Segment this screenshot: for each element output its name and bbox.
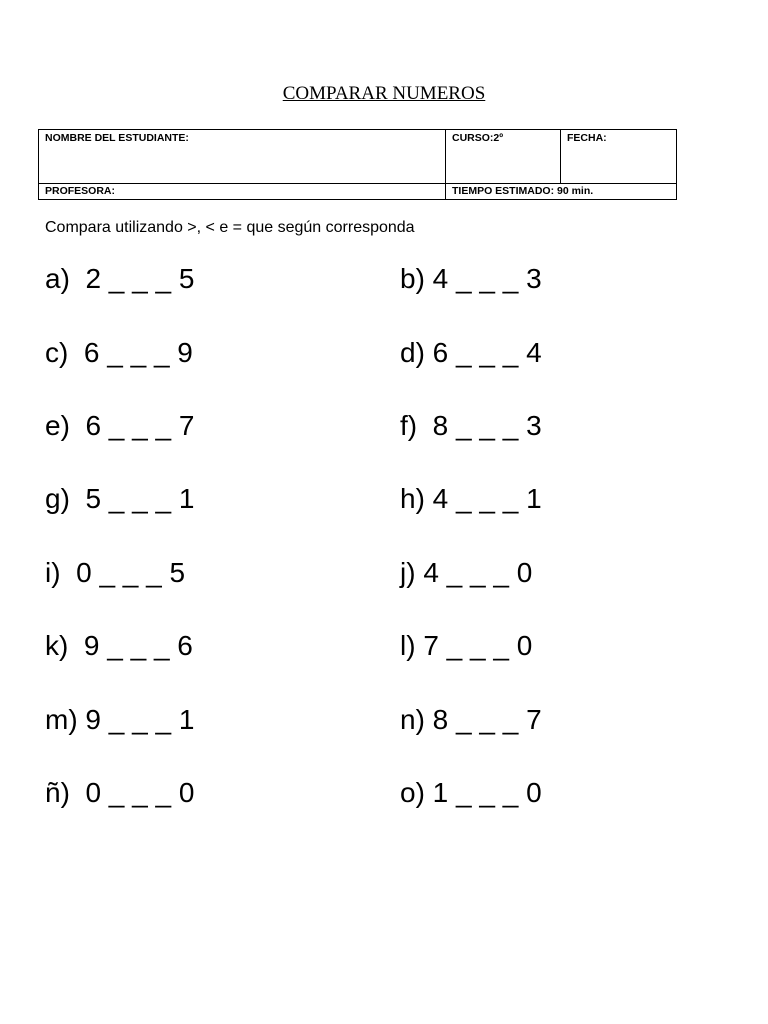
exercise-m: m) 9 _ _ _ 1 <box>45 704 195 735</box>
exercise-b: b) 4 _ _ _ 3 <box>400 263 542 294</box>
student-info-table <box>38 129 677 200</box>
student-name-cell: NOMBRE DEL ESTUDIANTE: <box>39 130 446 184</box>
course-cell: CURSO:2º <box>446 130 561 184</box>
exercise-a: a) 2 _ _ _ 5 <box>45 263 195 294</box>
exercise-enie: ñ) 0 _ _ _ 0 <box>45 777 195 808</box>
exercise-d: d) 6 _ _ _ 4 <box>400 337 542 368</box>
exercise-g: g) 5 _ _ _ 1 <box>45 483 195 514</box>
exercise-i: i) 0 _ _ _ 5 <box>45 557 186 588</box>
exercise-n: n) 8 _ _ _ 7 <box>400 704 542 735</box>
teacher-cell: PROFESORA: <box>39 184 446 200</box>
exercise-h: h) 4 _ _ _ 1 <box>400 483 542 514</box>
estimated-time-cell: TIEMPO ESTIMADO: 90 min. <box>446 184 677 200</box>
exercise-k: k) 9 _ _ _ 6 <box>45 630 193 661</box>
exercise-o: o) 1 _ _ _ 0 <box>400 777 542 808</box>
instructions: Compara utilizando >, < e = que según corresponda <box>45 219 415 236</box>
exercise-l: l) 7 _ _ _ 0 <box>400 630 533 661</box>
exercise-e: e) 6 _ _ _ 7 <box>45 410 195 441</box>
exercise-c: c) 6 _ _ _ 9 <box>45 337 193 368</box>
exercise-j: j) 4 _ _ _ 0 <box>400 557 533 588</box>
worksheet-title: COMPARAR NUMEROS <box>282 83 486 104</box>
exercise-f: f) 8 _ _ _ 3 <box>400 410 542 441</box>
date-cell: FECHA: <box>561 130 677 184</box>
